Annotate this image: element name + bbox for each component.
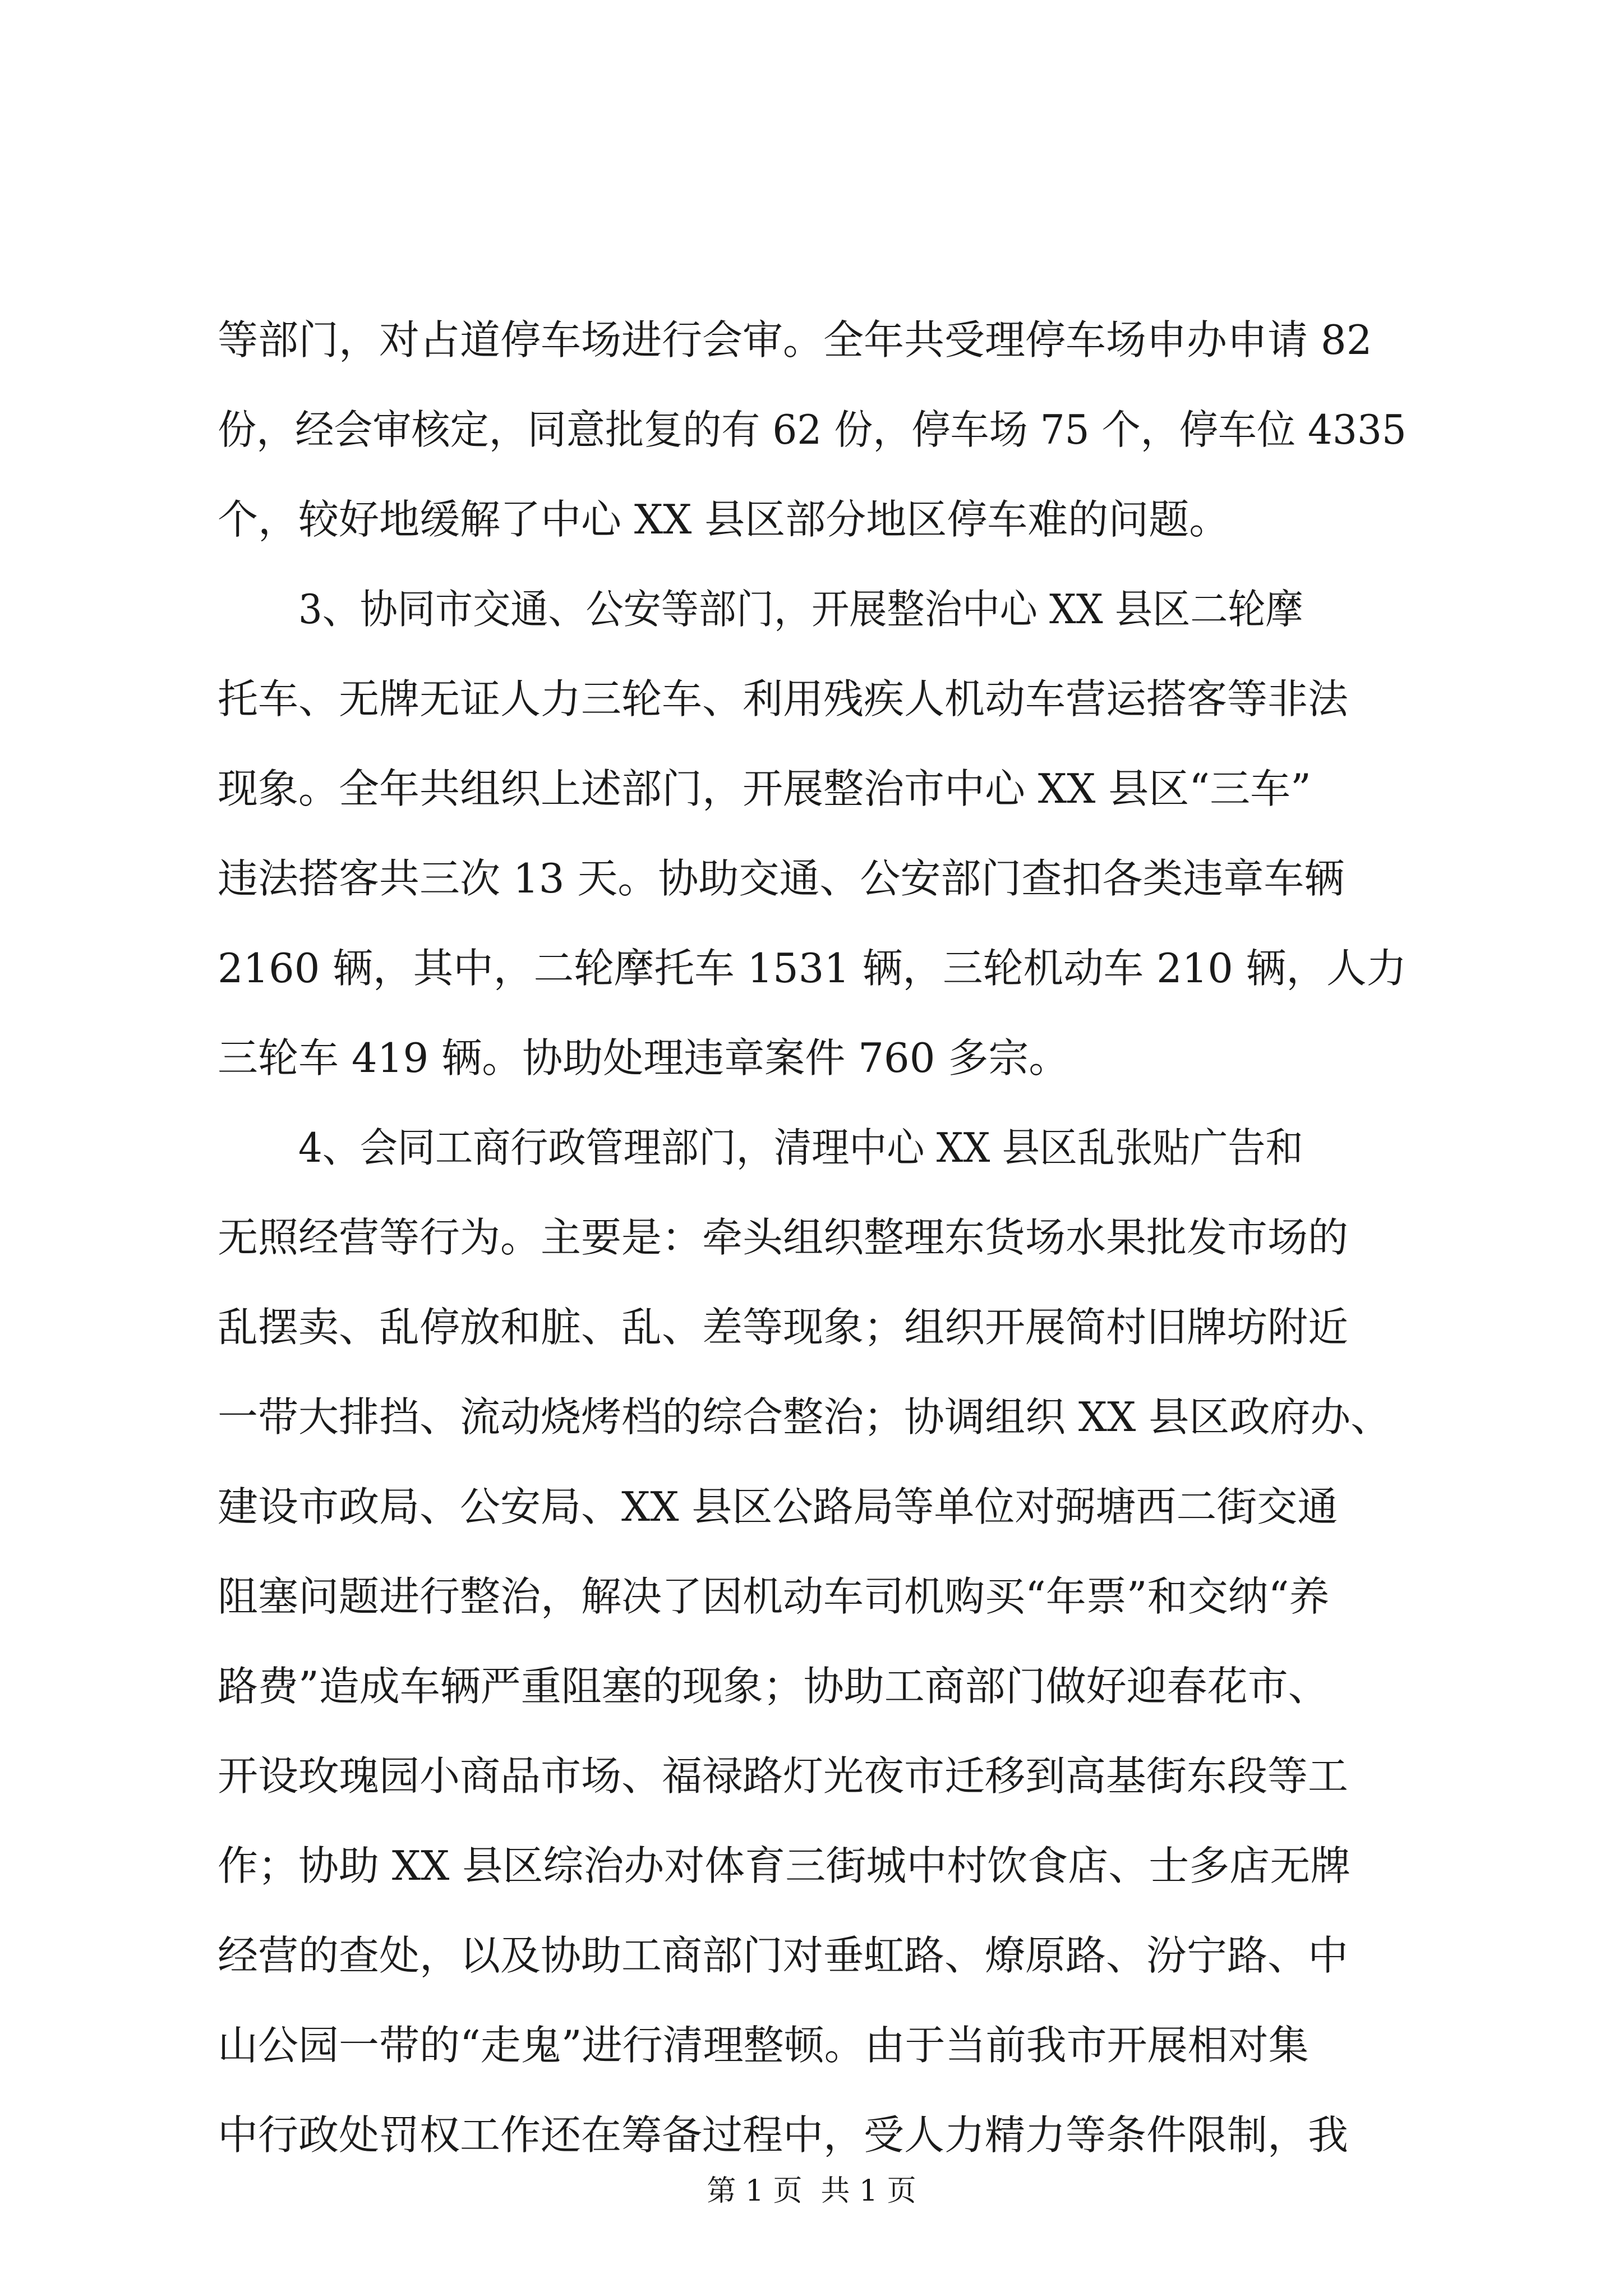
text-line-21: 中行政处罚权工作还在筹备过程中，受人力精力等条件限制，我 bbox=[218, 2111, 1349, 2159]
text-line-8: 2160 辆，其中，二轮摩托车 1531 辆，三轮机动车 210 辆，人力 bbox=[218, 945, 1407, 992]
text-line-10: 4、会同工商行政管理部门，清理中心 XX 县区乱张贴广告和 bbox=[298, 1124, 1303, 1171]
text-line-6: 现象。全年共组织上述部门，开展整治市中心 XX 县区“三车” bbox=[218, 765, 1311, 812]
text-line-13: 一带大排挡、流动烧烤档的综合整治；协调组织 XX 县区政府办、 bbox=[218, 1393, 1391, 1441]
text-line-20: 山公园一带的“走鬼”进行清理整顿。由于当前我市开展相对集 bbox=[218, 2022, 1309, 2069]
text-line-5: 托车、无牌无证人力三轮车、利用残疾人机动车营运搭客等非法 bbox=[218, 675, 1349, 723]
text-line-17: 开设玫瑰园小商品市场、福禄路灯光夜市迁移到高基街东段等工 bbox=[218, 1752, 1349, 1800]
text-line-3: 个，较好地缓解了中心 XX 县区部分地区停车难的问题。 bbox=[218, 496, 1230, 543]
text-line-12: 乱摆卖、乱停放和脏、乱、差等现象；组织开展简村旧牌坊附近 bbox=[218, 1304, 1349, 1351]
text-line-2: 份，经会审核定，同意批复的有 62 份，停车场 75 个，停车位 4335 bbox=[218, 406, 1407, 453]
text-line-15: 阻塞问题进行整治，解决了因机动车司机购买“年票”和交纳“养 bbox=[218, 1573, 1330, 1620]
text-line-16: 路费”造成车辆严重阻塞的现象；协助工商部门做好迎春花市、 bbox=[218, 1663, 1329, 1710]
text-line-4: 3、协同市交通、公安等部门，开展整治中心 XX 县区二轮摩 bbox=[298, 586, 1303, 633]
text-line-19: 经营的查处，以及协助工商部门对垂虹路、燎原路、汾宁路、中 bbox=[218, 1932, 1349, 1979]
text-line-1: 等部门，对占道停车场进行会审。全年共受理停车场申办申请 82 bbox=[218, 316, 1372, 364]
text-line-14: 建设市政局、公安局、XX 县区公路局等单位对弼塘西二街交通 bbox=[218, 1483, 1338, 1530]
text-line-18: 作；协助 XX 县区综治办对体育三街城中村饮食店、士多店无牌 bbox=[218, 1842, 1351, 1889]
text-line-11: 无照经营等行为。主要是：牵头组织整理东货场水果批发市场的 bbox=[218, 1214, 1349, 1261]
page-footer: 第 1 页 共 1 页 bbox=[707, 2174, 916, 2208]
text-line-7: 违法搭客共三次 13 天。协助交通、公安部门查扣各类违章车辆 bbox=[218, 855, 1345, 902]
text-line-9: 三轮车 419 辆。协助处理违章案件 760 多宗。 bbox=[218, 1034, 1069, 1082]
